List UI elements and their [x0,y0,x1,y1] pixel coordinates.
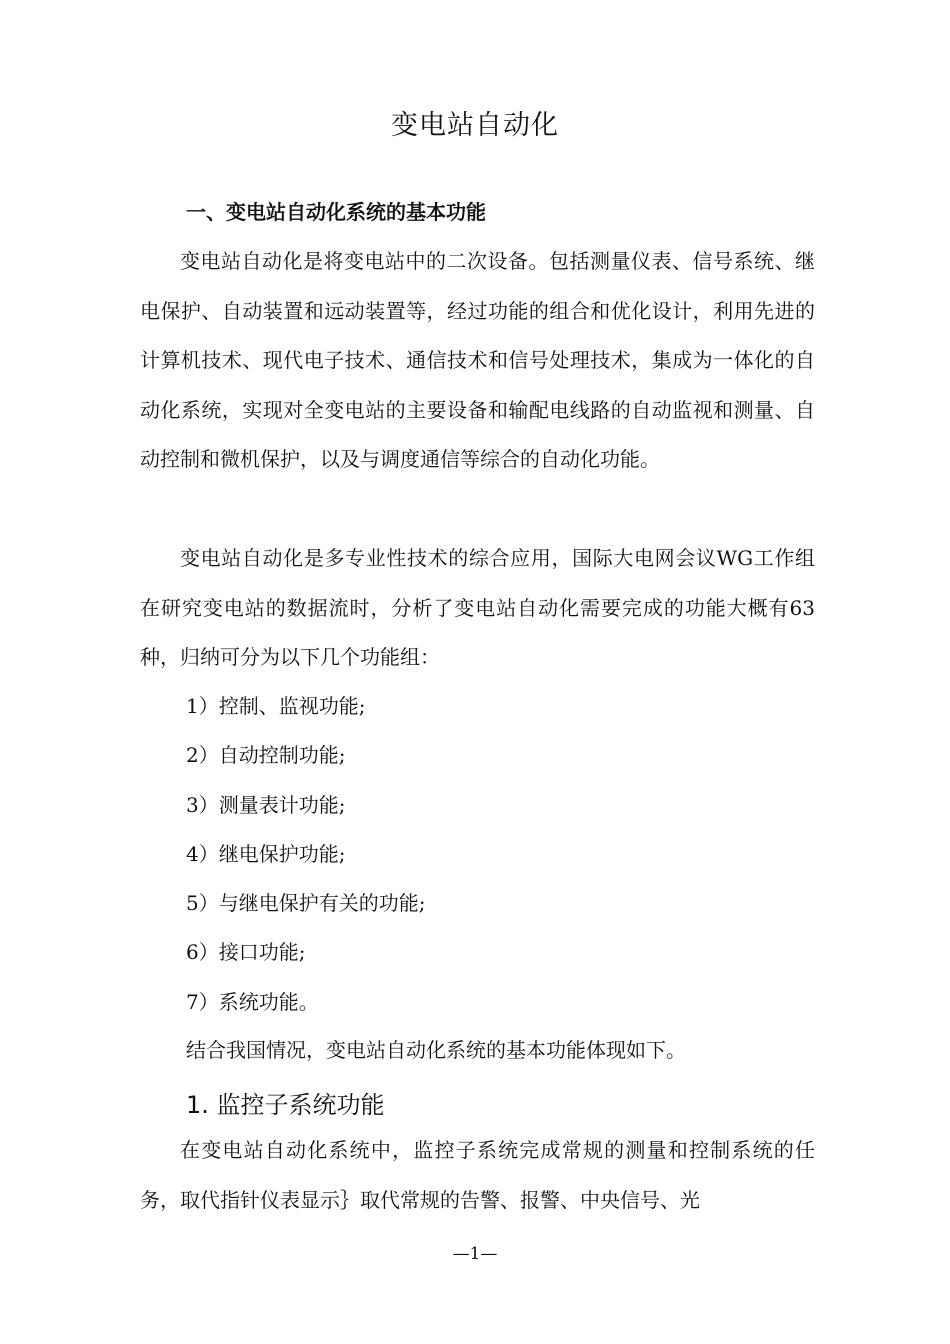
function-group-list [186,682,425,1027]
summary-sentence: 结合我国情况，变电站自动化系统的基本功能体现如下。 [186,1038,686,1062]
list-item: 1）控制、监视功能; [186,694,366,718]
list-item: 7）系统功能。 [186,989,319,1014]
list-item: 2）自动控制功能; [186,743,346,768]
paragraph-function-groups-intro: 变电站自动化是多专业性技术的综合应用，国际大电网会议WG工作组在研究变电站的数据流时，分析了变电站自动化需要完成的功能大概有63种，归纳可分为以下几个功能组： [140,546,815,669]
paragraph-monitoring: 在变电站自动化系统中，监控子系统完成常规的测量和控制系统的任务，取代指针仪表显示｝取代常规的告警、报警、中央信号、光 [140,1138,815,1212]
list-item: 5）与继电保护有关的功能; [186,891,426,916]
list-item: 6）接口功能; [186,940,306,965]
document-title: 变电站自动化 [391,110,559,141]
page-number: —1— [452,1244,498,1264]
section-heading: 一、变电站自动化系统的基本功能 [186,200,486,224]
list-item: 3）测量表计功能; [186,792,346,817]
subsection-heading: 1. 监控子系统功能 [186,1091,385,1119]
list-item: 4）继电保护功能; [186,841,346,866]
paragraph-intro: 变电站自动化是将变电站中的二次设备。包括测量仪表、信号系统、继电保护、自动装置和远动装置等，经过功能的组合和优化设计，利用先进的计算机技术、现代电子技术、通信技术和信号处理技术，集成为一体化的自动化系统，实现对全变电站的主要设备和输配电线路的自动监视和测量、自动控制和微机保护，以及与调度通信等综合的自动化功能。 [140,249,815,471]
